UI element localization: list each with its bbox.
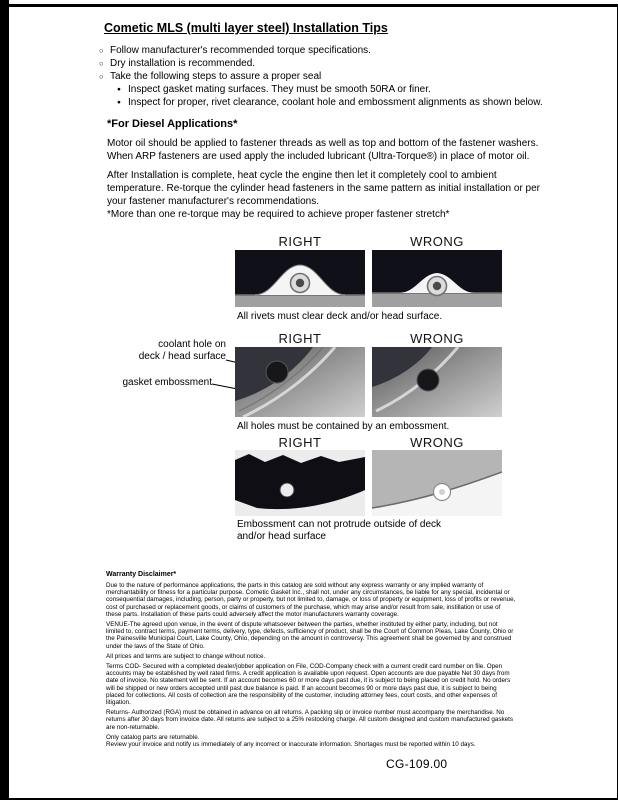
warranty-section [106, 571, 516, 748]
diesel-applications-heading: *For Diesel Applications* [107, 118, 238, 130]
list-item [117, 96, 579, 109]
warranty-paragraph: VENUE-The agreed upon venue, in the event of dispute whatsoever between the parties, whether instituted by either party, including, but not limited to, contract terms, payment terms, delivery, type, defects, sufficiency of product, shall be the Court of Common Pleas, Lake County, Ohio or the Painesville Municipal Court, Lake County, Ohio, depending on the amount in controversy. This agreement shall be governed by and construed under the laws of the State of Ohio. [106, 621, 514, 650]
protrude-caption: Embossment can not protrude outside of deck and/or head surface [237, 519, 442, 542]
coolant-hole-right-image [235, 347, 365, 417]
page-border-left [0, 0, 9, 800]
wrong-label-row3: WRONG [410, 435, 464, 450]
right-label-row2: RIGHT [278, 331, 322, 346]
warranty-paragraph: All prices and terms are subject to change without notice. [106, 652, 266, 660]
tip-text: Follow manufacturer's recommended torque specifications. [110, 45, 371, 56]
diesel-paragraph-2: After Installation is complete, heat cycle the engine then let it completely cool to ambient temperature. Re-torque the cylinder head fasteners in the same pattern as initial installation or per your fastener manufacturer's recommendations. [107, 170, 541, 207]
embossment-wrong-image [372, 450, 502, 516]
warranty-paragraph: Only catalog parts are returnable. [106, 733, 200, 741]
gasket-embossment-label: gasket embossment [122, 377, 212, 388]
rivet-clearance-wrong-image [372, 250, 502, 307]
list-item [99, 44, 579, 57]
warranty-heading: Warranty Disclaimer* [106, 571, 177, 578]
holes-caption: All holes must be contained by an embossment. [237, 421, 450, 432]
wrong-label-row1: WRONG [410, 234, 464, 249]
list-item [117, 83, 579, 96]
warranty-paragraph: Terms COD- Secured with a completed dealer/jobber application on File, COD-Company check with a current credit card number on file. Open accounts may be established by well rated firms. A credit application is available upon request. Open accounts are due payable Net 30 days from date of invoice. No statement will be sent. If an account becomes 60 or more days past due, it is subject to being placed on credit hold. No orders will be shipped or new orders accepted until past due balance is paid. If an account becomes 90 or more days past due, it is subject to being placed for collections. All costs of collection are the responsibility of the customer, including attorney fees, court costs, and other expenses of litigation. [106, 663, 511, 707]
page-title: Cometic MLS (multi layer steel) Installation Tips [104, 21, 388, 35]
right-label-row3: RIGHT [278, 435, 322, 450]
right-label-row1: RIGHT [278, 234, 322, 249]
coolant-hole-label [108, 339, 226, 362]
list-item [99, 57, 579, 70]
list-item [99, 70, 579, 83]
installation-tips-list [99, 44, 579, 109]
warranty-paragraph: Returns- Authorized (RGA) must be obtained in advance on all returns. A packing slip or invoice number must accompany the merchandise. No returns after 30 days from invoice date. All returns are subject to a 25% restocking charge. All custom designed and custom manufactured gaskets are non-returnable. [106, 709, 514, 731]
sub-list [117, 83, 579, 109]
tip-text: Take the following steps to assure a proper seal [110, 71, 322, 82]
tip-text: Inspect for proper, rivet clearance, coolant hole and embossment alignments as shown below. [128, 97, 543, 108]
wrong-label-row2: WRONG [410, 331, 464, 346]
warranty-paragraph: Review your invoice and notify us immediately of any incorrect or inaccurate information. Shortages must be reported within 10 days. [106, 741, 476, 749]
embossment-right-image [235, 450, 365, 516]
tip-text: Dry installation is recommended. [110, 58, 256, 69]
warranty-paragraph: Due to the nature of performance applications, the parts in this catalog are sold without any express warranty or any implied warranty of merchantability or fitness for a particular purpose. Cometic Gasket Inc., shall not, under any circumstances, be liable for any special, incidental or consequential damages, including, person, party or property, but not limited to, damage, or loss of property or equipment, loss of profits or revenue, cost of purchased or replacement goods, or claims of customers of the purchase, which may arise and/or result from sale, instillation or use of these parts. Installation of these parts could adversely affect the motor manufacturers warranty coverage. [106, 582, 516, 618]
rivet-clearance-right-image [235, 250, 365, 307]
coolant-hole-label-line2: deck / head surface [138, 350, 226, 362]
coolant-hole-label-line1: coolant hole on [158, 339, 226, 350]
coolant-hole-wrong-image [372, 347, 502, 417]
tip-text: Inspect gasket mating surfaces. They must be smooth 50RA or finer. [128, 84, 431, 95]
retorque-note: *More than one re-torque may be required to achieve proper fastener stretch* [107, 209, 450, 220]
rivet-caption: All rivets must clear deck and/or head surface. [237, 311, 443, 322]
diesel-paragraph-1: Motor oil should be applied to fastener threads as well as top and bottom of the fastener washers. When ARP fasteners are used apply the included lubricant (Ultra-Torque®) in place of motor oil. [107, 138, 539, 162]
page-border-top [0, 4, 618, 7]
page-code: CG-109.00 [386, 757, 448, 771]
